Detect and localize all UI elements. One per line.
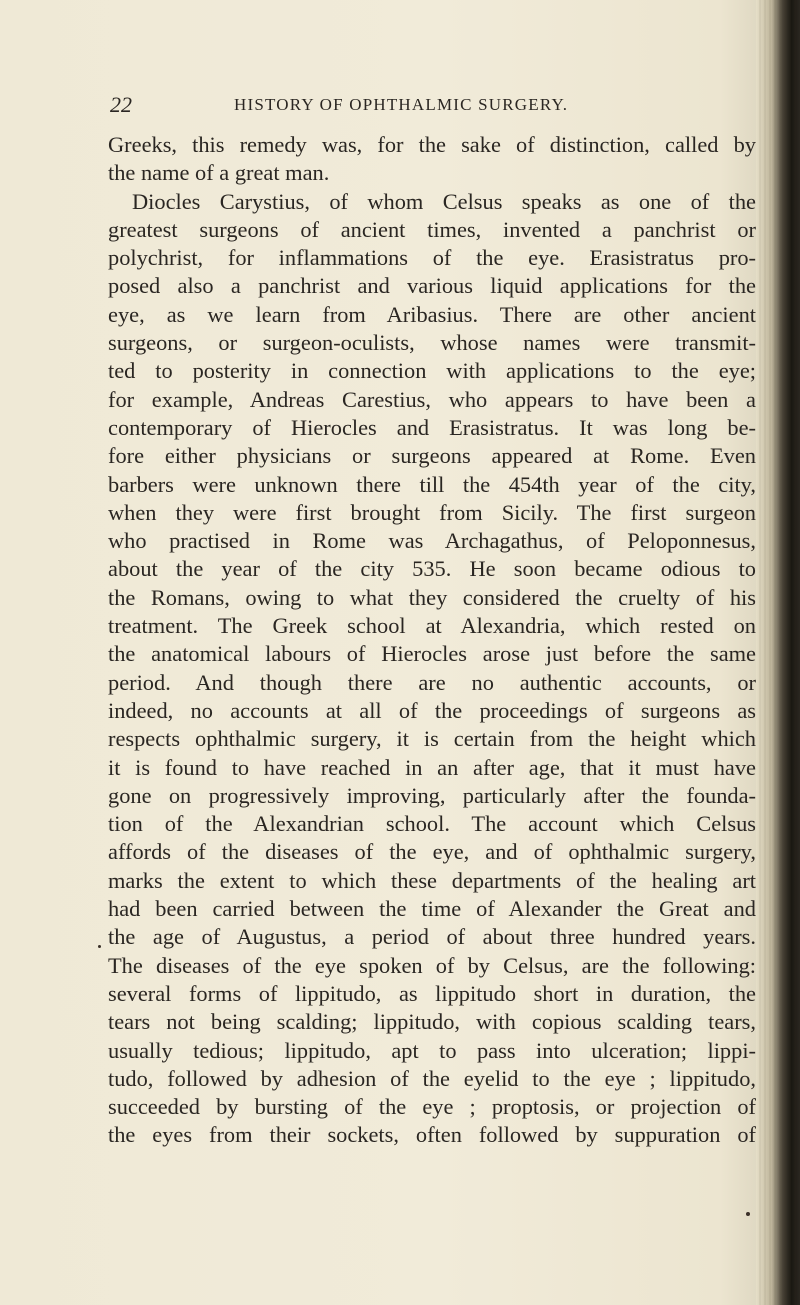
text-line: fore either physicians or surgeons appeared at Rome. Even: [108, 443, 756, 469]
text-line: usually tedious; lippitudo, apt to pass into ulceration; lippi-: [108, 1037, 756, 1063]
text-line: posed also a panchrist and various liquid applications for the: [108, 273, 756, 299]
text-line: surgeons, or surgeon-oculists, whose names were transmit-: [108, 330, 756, 356]
body-text: [108, 131, 756, 1150]
running-head: HISTORY OF OPHTHALMIC SURGERY.: [234, 95, 569, 114]
text-line: polychrist, for inflammations of the eye. Erasistratus pro-: [108, 245, 756, 271]
text-line: indeed, no accounts at all of the proceedings of surgeons as: [108, 697, 756, 723]
text-line: greatest surgeons of ancient times, invented a panchrist or: [108, 216, 756, 242]
text-line: tudo, followed by adhesion of the eyelid to the eye ; lippitudo,: [108, 1065, 756, 1091]
text-line: affords of the diseases of the eye, and of ophthalmic surgery,: [108, 839, 756, 865]
ink-speck: [98, 945, 101, 948]
text-line: respects ophthalmic surgery, it is certain from the height which: [108, 726, 756, 752]
page-number: 22: [110, 92, 132, 117]
text-line: gone on progressively improving, particularly after the founda-: [108, 782, 756, 808]
text-line: the age of Augustus, a period of about three hundred years.: [108, 924, 756, 950]
book-spine-edge: [756, 0, 800, 1305]
text-line: about the year of the city 535. He soon became odious to: [108, 556, 756, 582]
text-line: several forms of lippitudo, as lippitudo short in duration, the: [108, 980, 756, 1006]
text-line: the anatomical labours of Hierocles arose just before the same: [108, 641, 756, 667]
text-line: succeeded by bursting of the eye ; proptosis, or projection of: [108, 1094, 756, 1120]
text-line: period. And though there are no authentic accounts, or: [108, 669, 756, 695]
page-header: [110, 92, 740, 122]
text-line: The diseases of the eye spoken of by Celsus, are the following:: [108, 952, 756, 978]
text-line: barbers were unknown there till the 454th year of the city,: [108, 471, 756, 497]
text-line: when they were first brought from Sicily. The first surgeon: [108, 499, 756, 525]
text-line: tears not being scalding; lippitudo, with copious scalding tears,: [108, 1009, 756, 1035]
text-line: it is found to have reached in an after age, that it must have: [108, 754, 756, 780]
text-line: the eyes from their sockets, often followed by suppuration of: [108, 1122, 756, 1148]
text-line: the name of a great man.: [108, 160, 330, 186]
text-line: tion of the Alexandrian school. The account which Celsus: [108, 811, 756, 837]
text-line: had been carried between the time of Alexander the Great and: [108, 896, 756, 922]
text-line: treatment. The Greek school at Alexandria, which rested on: [108, 613, 756, 639]
text-line: eye, as we learn from Aribasius. There are other ancient: [108, 301, 756, 327]
text-line: marks the extent to which these departments of the healing art: [108, 867, 756, 893]
text-line: ted to posterity in connection with applications to the eye;: [108, 358, 756, 384]
text-line: contemporary of Hierocles and Erasistratus. It was long be-: [108, 414, 756, 440]
text-line: who practised in Rome was Archagathus, of Peloponnesus,: [108, 528, 756, 554]
ink-speck: [746, 1212, 750, 1216]
text-line: Diocles Carystius, of whom Celsus speaks as one of the: [132, 188, 756, 214]
text-line: for example, Andreas Carestius, who appears to have been a: [108, 386, 756, 412]
text-line: the Romans, owing to what they considered the cruelty of his: [108, 584, 756, 610]
text-line: Greeks, this remedy was, for the sake of distinction, called by: [108, 132, 756, 157]
